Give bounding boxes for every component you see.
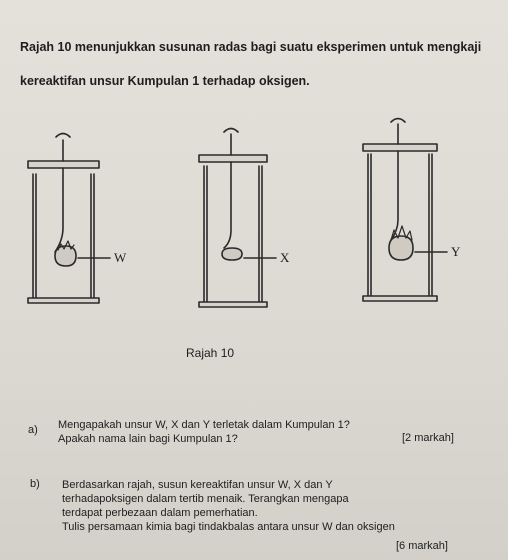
figure-caption: Rajah 10 xyxy=(186,346,235,360)
question-b-marks: [6 markah] xyxy=(396,540,448,552)
gas-jar-x xyxy=(199,129,276,308)
question-intro xyxy=(20,30,500,98)
apparatus-diagram xyxy=(0,110,508,320)
question-b-label: b) xyxy=(30,478,40,490)
question-b-line-3: terdapat perbezaan dalam pemerhatian. xyxy=(62,507,258,519)
intro-line-2: kereaktifan unsur Kumpulan 1 terhadap oksigen. xyxy=(20,74,310,88)
label-x: X xyxy=(280,250,290,265)
gas-jar-y xyxy=(363,119,447,302)
question-b-line-2: terhadapoksigen dalam tertib menaik. Terangkan mengapa xyxy=(62,493,349,505)
gas-jar-w xyxy=(28,134,110,304)
label-w: W xyxy=(114,250,127,265)
intro-line-1: Rajah 10 menunjukkan susunan radas bagi suatu eksperimen untuk mengkaji xyxy=(20,40,482,54)
question-a-line-2: Apakah nama lain bagi Kumpulan 1? xyxy=(58,433,238,445)
question-b-text xyxy=(62,478,498,534)
question-a-label: a) xyxy=(28,424,38,436)
label-y: Y xyxy=(451,244,461,259)
question-a-marks: [2 markah] xyxy=(402,432,454,444)
question-b-line-4: Tulis persamaan kimia bagi tindakbalas antara unsur W dan oksigen xyxy=(62,521,395,533)
question-a-line-1: Mengapakah unsur W, X dan Y terletak dalam Kumpulan 1? xyxy=(58,419,350,431)
question-b-line-1: Berdasarkan rajah, susun kereaktifan unsur W, X dan Y xyxy=(62,479,333,491)
